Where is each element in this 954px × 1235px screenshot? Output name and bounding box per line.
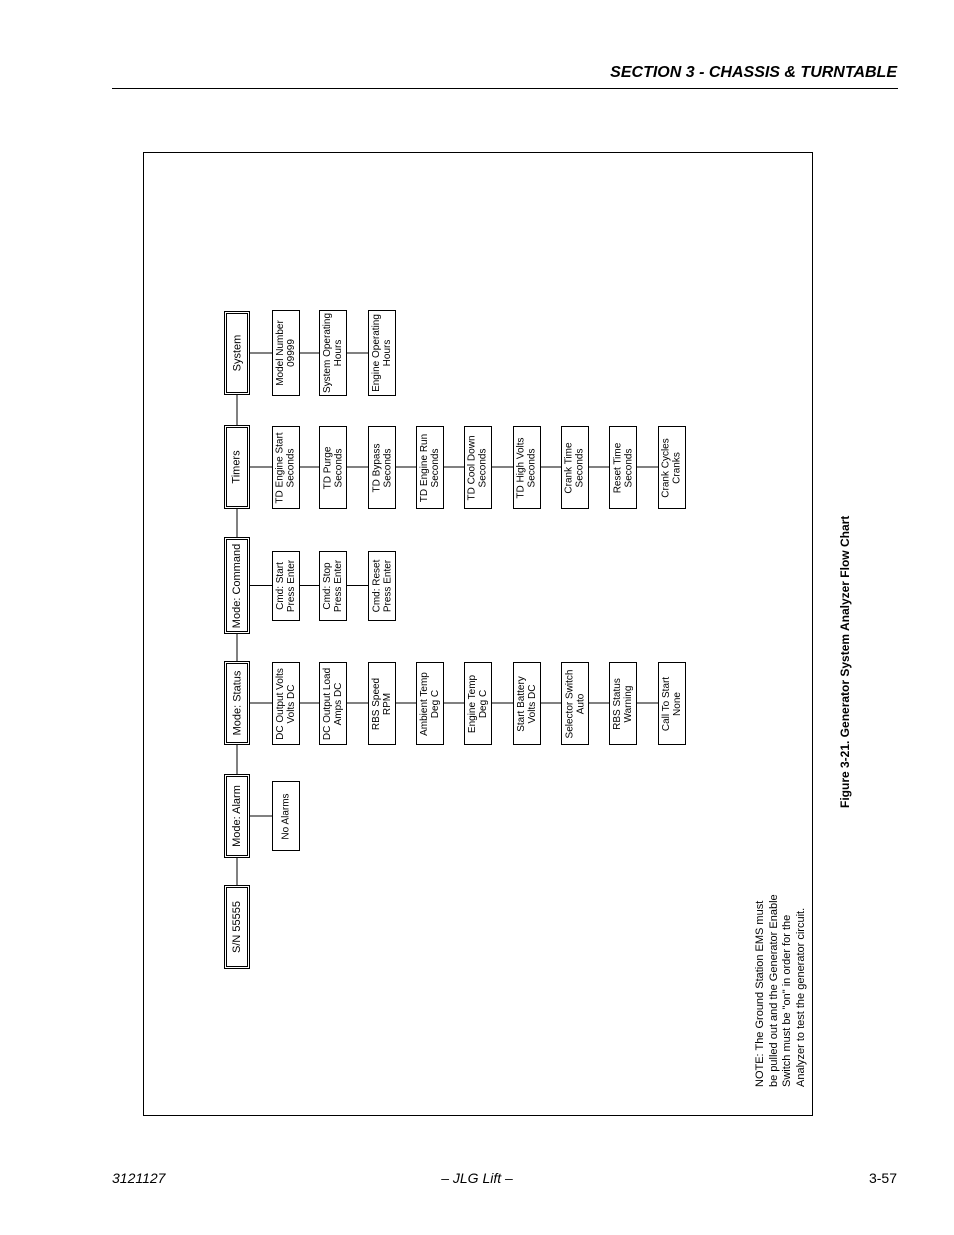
node-timers-td-engine-start (272, 426, 300, 509)
node-status-rbs-speed-line-1: RBS Speed (371, 677, 383, 730)
node-timers-crank-cycles (658, 426, 686, 509)
node-timers-crank-cycles-line-2: Cranks (672, 451, 683, 484)
node-system-system-operating-line-1: System Operating (322, 312, 334, 394)
header-box-command (224, 537, 250, 634)
node-system-system-operating (319, 310, 347, 396)
header-box-alarm-line-1: Mode: Alarm (231, 785, 243, 847)
node-status-rbs-speed-line-2: RPM (382, 692, 394, 715)
node-command-cmd-reset-line-2: Press Enter (382, 559, 394, 613)
node-status-start-battery-line-1: Start Battery (516, 675, 528, 732)
node-system-engine-operating-line-2: Hours (382, 339, 393, 367)
node-timers-td-purge-line-2: Seconds (333, 448, 345, 487)
node-status-engine-temp (464, 662, 492, 745)
node-system-system-operating-line-2: Hours (333, 339, 345, 367)
node-status-call-to-start-line-2: None (672, 691, 684, 716)
node-timers-td-engine-start-line-1: TD Engine Start (275, 431, 286, 504)
node-status-selector-switch (561, 662, 589, 745)
header-box-system (224, 311, 250, 395)
note-line-2: be pulled out and the Generator Enable (767, 894, 780, 1087)
figure-caption: Figure 3-21. Generator System Analyzer Flow Chart (838, 515, 852, 808)
node-alarm-no-alarms (272, 781, 300, 851)
header-box-system-line-1: System (231, 334, 243, 372)
node-status-dc-output-load (319, 662, 347, 745)
node-system-model-number-line-2: 09999 (286, 339, 297, 367)
node-timers-reset-time-line-1: Reset Time (612, 442, 624, 493)
node-status-rbs-speed (368, 662, 396, 745)
node-command-cmd-reset-line-1: Cmd: Reset (371, 559, 383, 613)
note-line-4: Analyzer to test the generator circuit. (794, 907, 807, 1087)
node-status-rbs-status-line-1: RBS Status (612, 677, 624, 730)
node-command-cmd-start-line-1: Cmd: Start (275, 562, 286, 610)
node-timers-td-cool-down-line-1: TD Cool Down (467, 434, 478, 501)
node-timers-td-bypass (368, 426, 396, 509)
node-timers-td-high-volts (513, 426, 541, 509)
node-timers-td-engine-run-line-2: Seconds (430, 448, 441, 487)
node-status-dc-output-volts (272, 662, 300, 745)
node-status-start-battery-line-2: Volts DC (527, 684, 539, 723)
header-box-status-line-1: Mode: Status (231, 670, 244, 736)
node-timers-reset-time-line-2: Seconds (623, 448, 635, 487)
node-timers-td-cool-down-line-2: Seconds (478, 448, 489, 487)
node-timers-td-purge-line-1: TD Purge (322, 446, 334, 489)
node-status-start-battery (513, 662, 541, 745)
footer-doc-number: 3121127 (112, 1170, 166, 1186)
header-box-timers-line-1: Timers (231, 450, 244, 484)
node-system-model-number (272, 310, 300, 396)
node-timers-crank-cycles-line-1: Crank Cycles (661, 437, 672, 498)
header-box-timers (224, 425, 250, 509)
node-command-cmd-start-line-2: Press Enter (286, 559, 297, 613)
node-system-model-number-line-1: Model Number (275, 320, 286, 386)
note-line-1: NOTE: The Ground Station EMS must (754, 900, 766, 1087)
node-timers-td-purge (319, 426, 347, 509)
node-timers-crank-time (561, 426, 589, 509)
node-status-dc-output-load-line-1: DC Output Load (322, 667, 334, 740)
node-status-dc-output-volts-line-1: DC Output Volts (275, 667, 287, 740)
node-timers-td-bypass-line-2: Seconds (382, 448, 393, 487)
note-line-3: Switch must be "on" in order for the (781, 914, 793, 1087)
node-status-selector-switch-line-1: Selector Switch (564, 669, 576, 738)
node-command-cmd-stop-line-1: Cmd: Stop (322, 562, 333, 610)
footer-page-number: 3-57 (868, 1170, 897, 1186)
node-status-engine-temp-line-1: Engine Temp (467, 674, 479, 733)
header-box-status (224, 661, 250, 745)
node-status-ambient-temp-line-2: Deg C (430, 689, 441, 718)
node-timers-crank-time-line-1: Crank Time (564, 441, 575, 494)
node-status-rbs-status-line-2: Warning (623, 685, 635, 722)
node-timers-td-engine-start-line-2: Seconds (286, 448, 297, 487)
section-title: SECTION 3 - CHASSIS & TURNTABLE (610, 64, 897, 81)
header-box-command-line-1: Mode: Command (231, 543, 243, 628)
node-alarm-no-alarms-line-1: No Alarms (280, 792, 292, 840)
ground-station-note (754, 894, 808, 1087)
node-status-dc-output-load-line-2: Amps DC (333, 682, 345, 725)
node-timers-td-high-volts-line-1: TD High Volts (516, 436, 528, 499)
node-system-engine-operating (368, 310, 396, 396)
node-command-cmd-stop-line-2: Press Enter (333, 559, 344, 613)
node-timers-td-engine-run (416, 426, 444, 509)
node-timers-crank-time-line-2: Seconds (575, 448, 586, 487)
header-box-sn (224, 885, 250, 969)
header-box-sn-line-1: S/N 55555 (231, 901, 244, 953)
node-status-ambient-temp (416, 662, 444, 745)
node-command-cmd-reset (368, 551, 396, 621)
header-box-alarm (224, 774, 250, 858)
node-command-cmd-start (272, 551, 300, 621)
node-status-engine-temp-line-2: Deg C (478, 689, 490, 718)
node-timers-td-bypass-line-1: TD Bypass (371, 443, 382, 492)
node-status-call-to-start-line-1: Call To Start (661, 676, 673, 731)
footer-brand: – JLG Lift – (441, 1170, 513, 1186)
node-status-rbs-status (609, 662, 637, 745)
node-timers-reset-time (609, 426, 637, 509)
node-timers-td-cool-down (464, 426, 492, 509)
node-timers-td-high-volts-line-2: Seconds (527, 448, 539, 487)
node-status-dc-output-volts-line-2: Volts DC (286, 684, 298, 723)
node-status-selector-switch-line-2: Auto (575, 693, 587, 714)
node-system-engine-operating-line-1: Engine Operating (371, 314, 382, 392)
node-command-cmd-stop (319, 551, 347, 621)
node-status-ambient-temp-line-1: Ambient Temp (419, 671, 430, 736)
node-status-call-to-start (658, 662, 686, 745)
node-timers-td-engine-run-line-1: TD Engine Run (419, 433, 430, 502)
